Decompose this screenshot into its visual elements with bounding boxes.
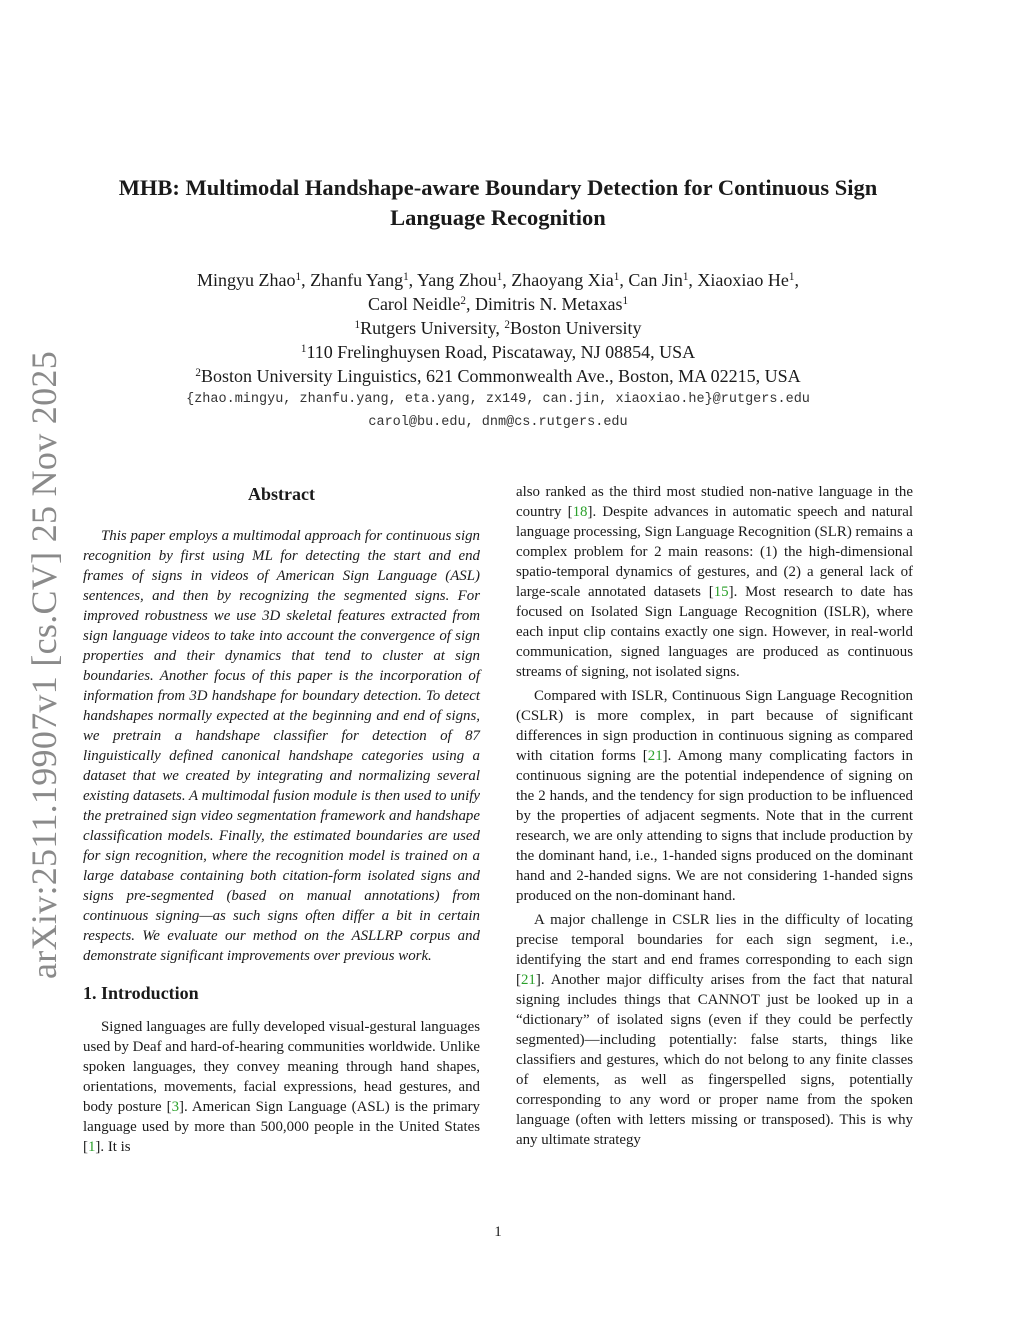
email-line-2: carol@bu.edu, dnm@cs.rutgers.edu xyxy=(368,415,628,430)
author-name: Can Jin xyxy=(628,270,683,290)
affiliations: $^1$Rutgers University, $^2$Boston University xyxy=(354,318,642,338)
intro-paragraph-1-continued: also ranked as the third most studied non-native language in the country [18]. Despite advances in automatic speech and natural language processing, Sign Language Recognition (SLR) remains a complex problem for 2 main reasons: (1) the high-dimensional spatio-temporal dynamics of gestures, and (2) a general lack of large-scale annotated datasets [15]. Most research to date has focused on Isolated Sign Language Recognition (ISLR), where each input clip contains exactly one sign. However, in real-world communication, signed languages are produced as continuous streams of signing, not isolated signs. xyxy=(516,484,913,680)
right-column xyxy=(516,482,913,1150)
author-name: Zhaoyang Xia xyxy=(511,270,614,290)
author-affiliation: 1 xyxy=(622,294,629,307)
email-line-1: {zhao.mingyu, zhanfu.yang, eta.yang, zx149, can.jin, xiaoxiao.he}@rutgers.edu xyxy=(186,392,810,407)
author-affiliation: 1 xyxy=(295,270,302,283)
author-line-1: Mingyu Zhao$^1$, Zhanfu Yang$^1$, Yang Zhou$^1$, Zhaoyang Xia$^1$, Can Jin$^1$, Xiaoxiao He$^1$, xyxy=(197,270,799,290)
author-name: Zhanfu Yang xyxy=(310,270,404,290)
author-affiliation: 1 xyxy=(496,270,503,283)
arxiv-identifier: arXiv:2511.19907v1 [cs.CV] 25 Nov 2025 xyxy=(24,350,64,980)
citation-link[interactable]: 21 xyxy=(520,972,536,988)
introduction-heading: 1. Introduction xyxy=(83,983,199,1003)
title-line-1: MHB: Multimodal Handshape-aware Boundary Detection for Continuous Sign xyxy=(118,175,878,200)
author-affiliation: 1 xyxy=(682,270,689,283)
author-name: Yang Zhou xyxy=(417,270,497,290)
author-line-2: Carol Neidle$^2$, Dimitris N. Metaxas$^1$ xyxy=(367,294,629,314)
abstract-heading: Abstract xyxy=(248,484,315,504)
intro-paragraph-3: A major challenge in CSLR lies in the difficulty of locating precise temporal boundaries for each sign segment, i.e., identifying the start and end frames corresponding to each sign [21]. Another major difficulty arises from the fact that natural signing includes things that CANNOT just be looked up in a “dictionary” of isolated signs (even if they could be perfectly segmented)—including potentially: false starts, things like classifiers and gestures, which do not belong to any finite classes of elements, as well as fingerspelled signs, potentially corresponding to any word or proper name from the spoken language (often with letters missing or transposed). This is why any ultimate strategy xyxy=(516,912,913,1148)
citation-link[interactable]: 15 xyxy=(713,584,729,600)
paper-title xyxy=(80,173,916,233)
intro-paragraph-2: Compared with ISLR, Continuous Sign Language Recognition (CSLR) is more complex, in part because of significant differences in sign production in continuous signing as compared with citation forms [21]. Among many complicating factors in continuous signing are the potential independence of signing on the 2 hands, and the tendency for sign production to be influenced by the properties of adjacent segments. Note that in the current research, we are only attending to signs that include production by the dominant hand, i.e., 1-handed signs produced on the dominant hand and 2-handed signs. We are not considering 1-handed signs produced on the non-dominant hand. xyxy=(516,688,913,904)
author-affiliation: 1 xyxy=(403,270,409,283)
author-affiliation: 1 xyxy=(613,270,620,283)
citation-link[interactable]: 3 xyxy=(171,1099,180,1115)
author-name: Dimitris N. Metaxas xyxy=(475,294,623,314)
title-line-2: Language Recognition xyxy=(390,205,606,230)
citation-link[interactable]: 21 xyxy=(647,748,663,764)
author-name: Carol Neidle xyxy=(367,294,461,314)
intro-paragraph-1: Signed languages are fully developed visual-gestural languages used by Deaf and hard-of-hearing communities worldwide. Unlike spoken languages, they convey meaning through hand shapes, orientations, movements, facial expressions, head gestures, and body posture [3]. American Sign Language (ASL) is the primary language used by more than 500,000 people in the United States [1]. It is xyxy=(83,1019,480,1155)
author-name: Mingyu Zhao xyxy=(197,270,296,290)
author-affiliation: 1 xyxy=(788,270,795,283)
address-2: $^2$Boston University Linguistics, 621 Commonwealth Ave., Boston, MA 02215, USA xyxy=(195,366,801,386)
address-1: $^1$110 Frelinghuysen Road, Piscataway, NJ 08854, USA xyxy=(300,342,696,362)
author-affiliation: 2 xyxy=(460,294,466,307)
page-number: 1 xyxy=(494,1224,502,1240)
left-column xyxy=(83,482,480,1157)
abstract-text: This paper employs a multimodal approach for continuous sign recognition by first using ML for detecting the start and end frames of signs in videos of American Sign Language (ASL) sentences, and then by recognizing the segmented signs. For improved robustness we use 3D skeletal features extracted from sign language videos to take into account the convergence of sign properties and their dynamics that tend to cluster at sign boundaries. Another focus of this paper is the incorporation of information from 3D handshape for boundary detection. To detect handshapes normally expected at the beginning and end of signs, we pretrain a handshape classifier for detection of 87 linguistically defined canonical handshape categories using a dataset that we created by integrating and normalizing several existing datasets. A multimodal fusion module is then used to unify the pretrained sign video segmentation framework and handshape classification models. Finally, the estimated boundaries are used for sign recognition, where the recognition model is trained on a large database containing both citation-form isolated signs and signs pre-segmented (based on manual annotations) from continuous signing—as such signs often differ a bit in certain respects. We evaluate our method on the ASLLRP corpus and demonstrate significant improvements over previous work. xyxy=(83,528,480,964)
author-name: Xiaoxiao He xyxy=(697,270,789,290)
author-block xyxy=(80,268,916,434)
citation-link[interactable]: 18 xyxy=(572,504,588,520)
citation-link[interactable]: 1 xyxy=(87,1139,96,1155)
